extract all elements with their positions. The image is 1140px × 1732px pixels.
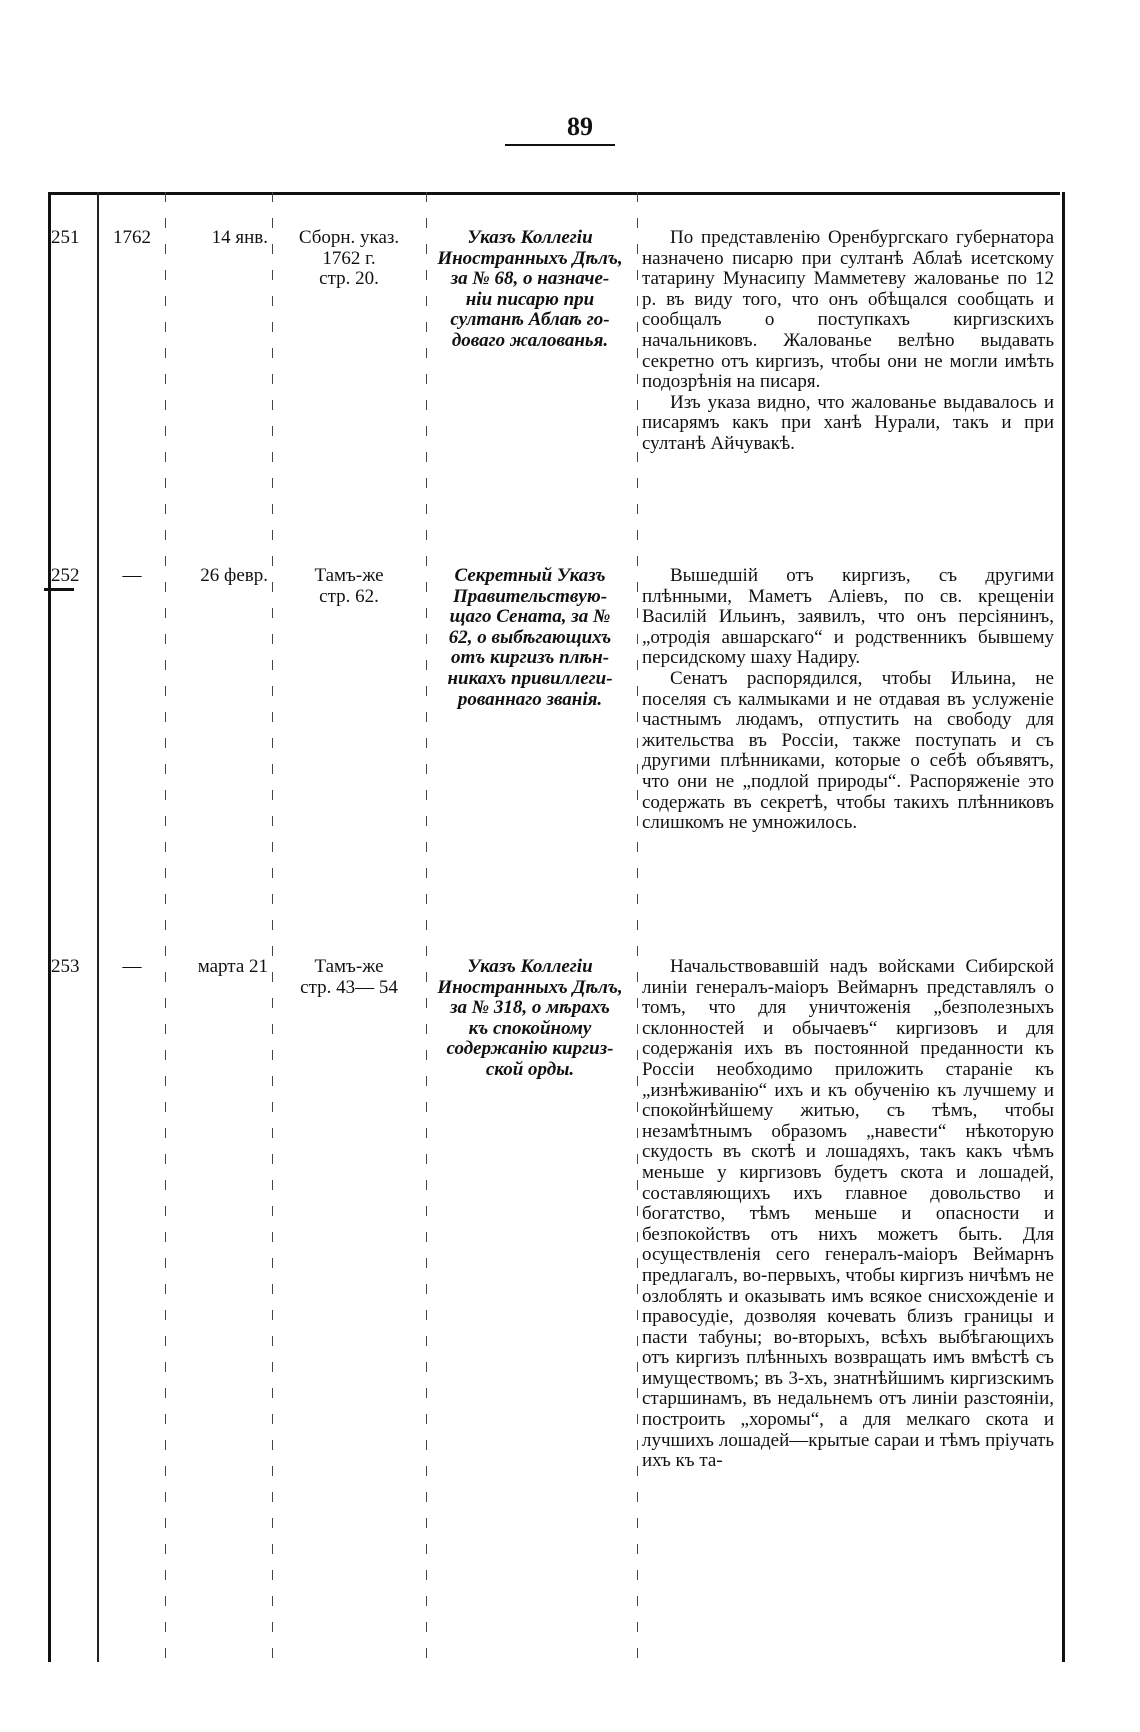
entry-number: 252 xyxy=(51,565,80,586)
title-line: 62, о выбѣгающихъ xyxy=(448,626,612,648)
title-line: доваго жалованья. xyxy=(451,329,609,351)
entry-year: — xyxy=(122,956,142,977)
summary-paragraph: Вышедшій отъ киргизъ, съ другими плѣнными, Маметъ Аліевъ, по св. крещеніи Василій Ильинъ, заявилъ, что онъ персіянинъ, „отродія авшарскаго“ и родственникъ бывшему персидскому шаху Надиру. xyxy=(642,565,1054,669)
column-rule-source xyxy=(426,192,427,1662)
source-line: Сборн. указ. xyxy=(298,227,400,248)
source-line: Тамъ-же xyxy=(314,565,384,586)
title-line: султанѣ Аблаѣ го- xyxy=(450,309,610,331)
entry-source xyxy=(276,228,422,290)
title-line: Секретный Указъ xyxy=(454,565,606,586)
entry-summary xyxy=(642,566,1054,834)
title-line: Иностранныхъ Дѣлъ, xyxy=(437,247,623,269)
title-line: за № 318, о мѣрахъ xyxy=(450,997,610,1019)
entry-title xyxy=(430,228,630,352)
summary-paragraph: По представленію Оренбургскаго губернатора назначено писарю при султанѣ Аблаѣ исетскому татарину Мунасипу Мамметеву жалованье по 12 р. въ виду того, что онъ обѣщался сообщать и сообщалъ о поступкахъ киргизскихъ начальниковъ. Жалованье велѣно выдавать секретно отъ киргизъ, чтобы они не могли имѣть подозрѣнія на писаря. xyxy=(642,227,1054,393)
source-line: стр. 43— 54 xyxy=(300,976,398,998)
title-line: къ спокойному xyxy=(468,1017,592,1039)
source-line: стр. 20. xyxy=(319,268,379,290)
title-line: рованнаго званія. xyxy=(457,688,603,710)
entry-year: 1762 xyxy=(113,227,151,248)
entry-date: марта 21 xyxy=(197,956,268,977)
entry-source xyxy=(276,957,422,998)
entry-date: 14 янв. xyxy=(211,227,268,248)
title-line: Указъ Коллегіи xyxy=(467,956,593,977)
entry-summary xyxy=(642,957,1054,1472)
column-rule-left xyxy=(48,192,51,1662)
entry-source xyxy=(276,566,422,607)
title-line: содержанію киргиз- xyxy=(446,1038,614,1060)
title-line: никахъ привиллеги- xyxy=(447,667,613,689)
page-number: 89 xyxy=(567,112,593,141)
summary-paragraph: Сенатъ распорядился, чтобы Ильина, не поселяя съ калмыками и не отдавая въ услуженіе частнымъ людамъ, отпустить на свободу для жительства въ Россіи, также поступать и съ другими плѣнниками, которые о себѣ объявятъ, что они не „подлой природы“. Распоряженіе это содержать въ секретѣ, чтобы такихъ плѣнниковъ слишкомъ не умножилось. xyxy=(642,667,1054,834)
summary-paragraph: Начальствовавшій надъ войсками Сибирской линіи генералъ-маіоръ Веймарнъ представлялъ о томъ, что для уничтоженія „безполезныхъ склонностей и обычаевъ“ киргизовъ и для содержанія ихъ въ постоянной преданности къ Россіи необходимо приложить стараніе къ „изнѣживанію“ ихъ и къ обученію къ лучшему и спокойнѣйшему житью, съ тѣмъ, чтобы незамѣтнымъ образомъ „навести“ нѣкоторую скудость въ скотѣ и лошадяхъ, такъ какъ чѣмъ меньше у киргизовъ будетъ скота и лошадей, составляющихъ ихъ главное довольство и богатство, тѣмъ меньше и опасности и безпокойствъ отъ нихъ можетъ быть. Для осуществленія сего генералъ-маіоръ Веймарнъ предлагалъ, во-первыхъ, чтобы киргизъ ничѣмъ не озлоблять и оказывать имъ всякое снисхожденіе и правосудіе, дозволяя кочевать близъ границы и пасти табуны; во-вторыхъ, всѣхъ выбѣгающихъ отъ киргизъ плѣнныхъ возвращать имъ вмѣстѣ съ имуществомъ; въ 3-хъ, знатнѣйшимъ киргизскимъ старшинамъ, въ недальнемъ отъ линіи разстояніи, построить „хоромы“, а для мелкаго скота и лучшихъ лошадей—крытые сараи и тѣмъ пріучать ихъ къ та- xyxy=(642,956,1054,1472)
entry-title xyxy=(430,566,630,710)
column-rule-year xyxy=(165,192,166,1662)
title-line: ской орды. xyxy=(485,1058,575,1080)
title-line: Указъ Коллегіи xyxy=(467,227,593,248)
column-rule-title xyxy=(637,192,638,1662)
source-line: стр. 62. xyxy=(319,585,379,607)
column-rule-right xyxy=(1062,192,1065,1662)
summary-paragraph: Изъ указа видно, что жалованье выдавалось и писарямъ какъ при ханѣ Нурали, такъ и при султанѣ Айчувакѣ. xyxy=(642,391,1054,454)
title-line: Иностранныхъ Дѣлъ, xyxy=(437,976,623,998)
title-line: ніи писарю при xyxy=(465,288,595,310)
source-line: Тамъ-же xyxy=(314,956,384,977)
title-line: отъ киргизъ плѣн- xyxy=(450,647,610,669)
page-number-rule xyxy=(505,144,615,146)
title-line: за № 68, о назначе- xyxy=(450,268,610,290)
entry-marker xyxy=(44,588,74,591)
entry-number: 253 xyxy=(51,956,80,977)
entry-date: 26 февр. xyxy=(200,565,268,586)
title-line: Правительствую- xyxy=(452,585,608,607)
entry-number: 251 xyxy=(51,227,80,248)
column-rule-num xyxy=(97,192,99,1662)
entry-title xyxy=(430,957,630,1081)
column-rule-date xyxy=(272,192,273,1662)
source-line: 1762 г. xyxy=(322,247,376,269)
table-top-rule xyxy=(48,192,1060,195)
title-line: щаго Сената, за № xyxy=(449,606,611,628)
entry-year: — xyxy=(122,565,142,586)
entry-summary xyxy=(642,228,1054,455)
